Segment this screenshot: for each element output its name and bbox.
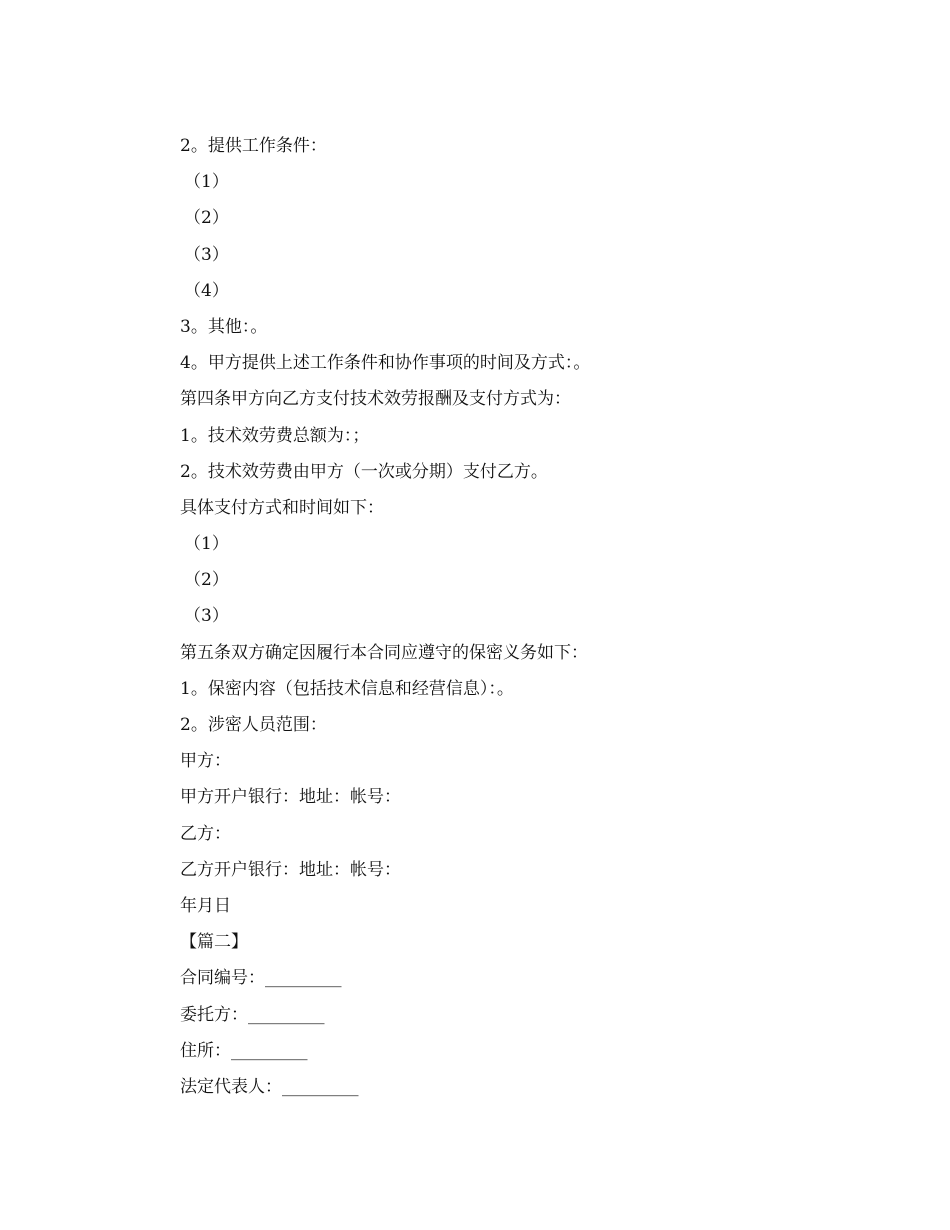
address-field: 住所：_________: [180, 1040, 308, 1061]
clause-total-fee: 1。技术效劳费总额为：；: [180, 425, 370, 446]
item-1: （1）: [184, 172, 229, 193]
clause-confidential-content: 1。保密内容（包括技术信息和经营信息）：。: [180, 678, 514, 699]
contract-number-field: 合同编号：_________: [180, 968, 342, 989]
section-two-heading: 【篇二】: [180, 932, 248, 953]
clause-provide-work-conditions: 2。提供工作条件：: [180, 136, 327, 156]
item-3: （3）: [184, 244, 229, 265]
party-a-bank-info: 甲方开户银行：地址：帐号：: [180, 787, 401, 808]
clause-other: 3。其他：。: [180, 316, 268, 337]
item-4: （4）: [184, 280, 229, 301]
party-b-bank-info: 乙方开户银行：地址：帐号：: [180, 859, 401, 880]
item-2: （2）: [184, 208, 229, 229]
payment-item-2: （2）: [184, 570, 229, 591]
client-field: 委托方：_________: [180, 1004, 325, 1025]
document-body: [180, 128, 820, 1105]
party-b-label: 乙方：: [180, 823, 231, 844]
date-line: 年月日: [180, 895, 231, 916]
article-five-heading: 第五条双方确定因履行本合同应遵守的保密义务如下：: [180, 642, 588, 663]
clause-confidential-personnel: 2。涉密人员范围：: [180, 715, 327, 735]
party-a-label: 甲方：: [180, 751, 231, 772]
payment-item-3: （3）: [184, 606, 229, 627]
clause-payment-by-party-a: 2。技术效劳费由甲方（一次或分期）支付乙方。: [180, 461, 548, 482]
legal-representative-field: 法定代表人：_________: [180, 1076, 359, 1097]
payment-details-heading: 具体支付方式和时间如下：: [180, 497, 384, 518]
payment-item-1: （1）: [184, 534, 229, 555]
article-four-heading: 第四条甲方向乙方支付技术效劳报酬及支付方式为：: [180, 389, 571, 410]
clause-time-and-method: 4。甲方提供上述工作条件和协作事项的时间及方式：。: [180, 353, 591, 374]
